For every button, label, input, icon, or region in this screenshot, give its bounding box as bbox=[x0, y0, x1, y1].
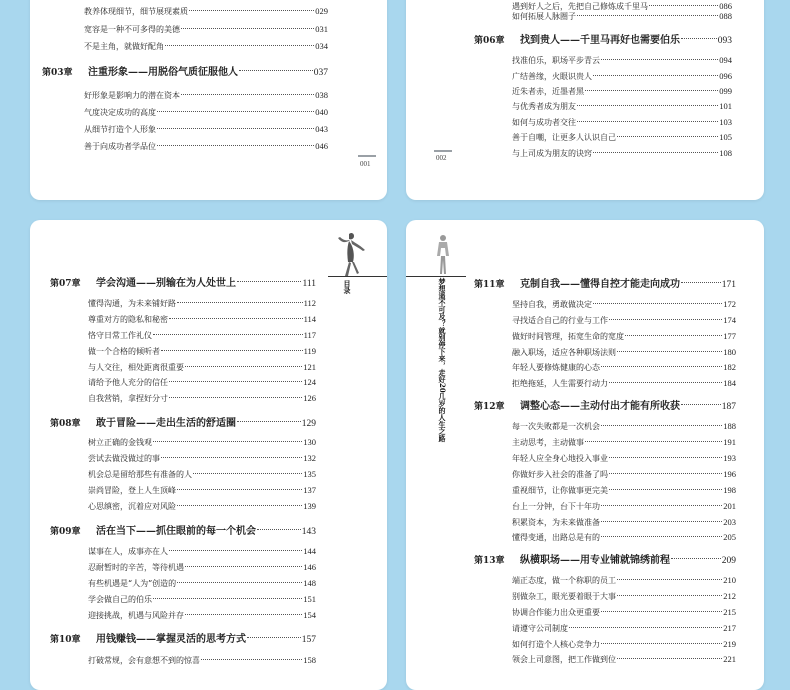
toc-page-2 bbox=[406, 0, 764, 200]
standing-figure-illustration bbox=[430, 234, 456, 276]
dot-leader bbox=[161, 457, 302, 458]
toc-item-title: 迎接挑战，机遇与风险并存 bbox=[88, 611, 184, 620]
dot-leader bbox=[585, 90, 718, 91]
toc-item-title: 与人交往，相处距离很重要 bbox=[88, 363, 184, 372]
dot-leader bbox=[577, 15, 718, 16]
dot-leader bbox=[681, 404, 721, 405]
toc-item[interactable] bbox=[88, 544, 316, 558]
toc-item-page: 205 bbox=[723, 532, 736, 542]
chapter-number: 第13章 bbox=[474, 556, 505, 566]
dot-leader bbox=[239, 70, 313, 71]
toc-chapter[interactable] bbox=[50, 632, 316, 648]
dot-leader bbox=[177, 582, 302, 583]
dot-leader bbox=[157, 145, 314, 146]
dot-leader bbox=[617, 351, 722, 352]
toc-item-title: 主动思考，主动做事 bbox=[512, 438, 584, 447]
chapter-title: 用钱赚钱——掌握灵活的思考方式 bbox=[96, 634, 246, 645]
page-number-bar bbox=[434, 150, 452, 152]
toc-item[interactable] bbox=[512, 435, 736, 449]
dot-leader bbox=[153, 334, 303, 335]
toc-item[interactable] bbox=[84, 122, 328, 136]
dot-leader bbox=[649, 5, 718, 6]
toc-item-page: 108 bbox=[719, 148, 732, 158]
toc-item[interactable] bbox=[88, 608, 316, 622]
toc-item-page: 086 bbox=[719, 1, 732, 11]
toc-item-title: 年轻人应全身心地投入事业 bbox=[512, 454, 608, 463]
toc-item-title: 如何与成功者交往 bbox=[512, 118, 576, 127]
chapter-page: 157 bbox=[301, 635, 316, 645]
chapter-number: 第08章 bbox=[50, 419, 81, 429]
toc-page-4 bbox=[406, 220, 764, 690]
toc-item-page: 094 bbox=[719, 55, 732, 65]
toc-item-page: 043 bbox=[315, 124, 328, 134]
chapter-title: 找到贵人——千里马再好也需要伯乐 bbox=[520, 35, 680, 46]
toc-item[interactable] bbox=[512, 69, 732, 83]
dot-leader bbox=[601, 505, 722, 506]
toc-item-title: 心思缜密，沉着应对风险 bbox=[88, 502, 176, 511]
toc-item[interactable] bbox=[88, 592, 316, 606]
dot-leader bbox=[609, 382, 722, 383]
chapter-number: 第10章 bbox=[50, 635, 81, 645]
toc-item[interactable] bbox=[512, 84, 732, 98]
toc-item-title: 学会做自己的伯乐 bbox=[88, 595, 152, 604]
toc-item-title: 别做杂工，眼光要着眼于大事 bbox=[512, 592, 616, 601]
toc-item-page: 182 bbox=[723, 362, 736, 372]
toc-item-page: 029 bbox=[315, 6, 328, 16]
chapter-number: 第09章 bbox=[50, 527, 81, 537]
chapter-title: 克制自我——懂得自控才能走向成功 bbox=[520, 279, 680, 290]
chapter-page: 129 bbox=[301, 419, 316, 429]
toc-item[interactable] bbox=[88, 653, 316, 667]
dot-leader bbox=[617, 595, 722, 596]
toc-item-page: 172 bbox=[723, 299, 736, 309]
toc-item-title: 不是主角，就做好配角 bbox=[84, 42, 164, 51]
toc-item-page: 040 bbox=[315, 107, 328, 117]
toc-item[interactable] bbox=[512, 515, 736, 529]
toc-item[interactable] bbox=[512, 573, 736, 587]
dot-leader bbox=[157, 128, 314, 129]
toc-page-1 bbox=[30, 0, 387, 200]
dot-leader bbox=[237, 281, 301, 282]
toc-item-title: 请遵守公司制度 bbox=[512, 624, 568, 633]
chapter-number: 第06章 bbox=[474, 36, 505, 46]
toc-item[interactable] bbox=[88, 375, 316, 389]
dot-leader bbox=[593, 152, 718, 153]
toc-item[interactable] bbox=[88, 499, 316, 513]
toc-item[interactable] bbox=[88, 312, 316, 326]
chapter-number: 第12章 bbox=[474, 402, 505, 412]
toc-item[interactable] bbox=[512, 467, 736, 481]
toc-item-page: 198 bbox=[723, 485, 736, 495]
toc-item-title: 端正态度，做一个称职的员工 bbox=[512, 576, 616, 585]
dot-leader bbox=[601, 536, 722, 537]
toc-item[interactable] bbox=[512, 637, 736, 651]
divider-line bbox=[328, 276, 387, 277]
toc-item-page: 158 bbox=[303, 655, 316, 665]
toc-item-title: 拒绝拖延，人生需要行动力 bbox=[512, 379, 608, 388]
toc-item-page: 210 bbox=[723, 575, 736, 585]
toc-item[interactable] bbox=[88, 483, 316, 497]
toc-item-title: 从细节打造个人形象 bbox=[84, 125, 156, 134]
dot-leader bbox=[577, 105, 718, 106]
toc-page-3 bbox=[30, 220, 387, 690]
toc-item-page: 103 bbox=[719, 117, 732, 127]
toc-item-page: 146 bbox=[303, 562, 316, 572]
dot-leader bbox=[165, 45, 314, 46]
chapter-title: 活在当下——抓住眼前的每一个机会 bbox=[96, 526, 256, 537]
dot-leader bbox=[247, 637, 301, 638]
toc-item[interactable] bbox=[84, 22, 328, 36]
toc-item[interactable] bbox=[512, 483, 736, 497]
chapter-number: 第11章 bbox=[474, 280, 505, 290]
toc-item-page: 144 bbox=[303, 546, 316, 556]
toc-item[interactable] bbox=[88, 296, 316, 310]
chapter-title: 学会沟通——别输在为人处世上 bbox=[96, 278, 236, 289]
toc-item-title: 坚持自我，勇敢做决定 bbox=[512, 300, 592, 309]
chapter-page: 093 bbox=[717, 36, 732, 46]
toc-item-page: 114 bbox=[303, 314, 316, 324]
toc-item-title: 做一个合格的倾听者 bbox=[88, 347, 160, 356]
toc-item[interactable] bbox=[88, 467, 316, 481]
toc-item[interactable] bbox=[88, 560, 316, 574]
chapter-page: 111 bbox=[302, 279, 316, 289]
toc-item-page: 217 bbox=[723, 623, 736, 633]
toc-item[interactable] bbox=[512, 9, 732, 23]
toc-item-page: 101 bbox=[719, 101, 732, 111]
toc-item-title: 近朱者赤，近墨者黑 bbox=[512, 87, 584, 96]
dot-leader bbox=[617, 136, 718, 137]
toc-item[interactable] bbox=[512, 329, 736, 343]
side-label: 梦想遥不可及？就别停下来，走好20几岁的人生之路 bbox=[438, 278, 447, 442]
dot-leader bbox=[609, 489, 722, 490]
dot-leader bbox=[577, 121, 718, 122]
toc-item-title: 机会总是留给那些有准备的人 bbox=[88, 470, 192, 479]
divider-line bbox=[406, 276, 466, 277]
toc-item[interactable] bbox=[88, 360, 316, 374]
toc-item-page: 203 bbox=[723, 517, 736, 527]
toc-item[interactable] bbox=[512, 115, 732, 129]
toc-chapter[interactable] bbox=[474, 399, 736, 415]
toc-item[interactable] bbox=[88, 328, 316, 342]
side-label: 目录 bbox=[343, 280, 352, 294]
toc-item-page: 137 bbox=[303, 485, 316, 495]
toc-item-page: 105 bbox=[719, 132, 732, 142]
chapter-title: 敢于冒险——走出生活的舒适圈 bbox=[96, 418, 236, 429]
toc-item-page: 099 bbox=[719, 86, 732, 96]
toc-item-page: 221 bbox=[723, 654, 736, 664]
toc-item-page: 215 bbox=[723, 607, 736, 617]
toc-item[interactable] bbox=[512, 53, 732, 67]
toc-item-title: 自我营销，拿捏好分寸 bbox=[88, 394, 168, 403]
toc-chapter[interactable] bbox=[42, 65, 328, 81]
toc-item-title: 协调合作能力出众更重要 bbox=[512, 608, 600, 617]
toc-item[interactable] bbox=[512, 652, 736, 666]
toc-item[interactable] bbox=[512, 99, 732, 113]
toc-chapter[interactable] bbox=[474, 553, 736, 569]
toc-item-page: 201 bbox=[723, 501, 736, 511]
dot-leader bbox=[161, 350, 303, 351]
toc-item-title: 融入职场，适应各种职场法则 bbox=[512, 348, 616, 357]
dot-leader bbox=[169, 550, 302, 551]
toc-item[interactable] bbox=[512, 530, 736, 544]
toc-item[interactable] bbox=[512, 451, 736, 465]
toc-item-page: 193 bbox=[723, 453, 736, 463]
toc-chapter[interactable] bbox=[474, 33, 732, 49]
toc-item-page: 188 bbox=[723, 421, 736, 431]
dot-leader bbox=[609, 473, 722, 474]
toc-item[interactable] bbox=[88, 344, 316, 358]
toc-item-title: 寻找适合自己的行业与工作 bbox=[512, 316, 608, 325]
toc-item-title: 善于向成功者学品位 bbox=[84, 142, 156, 151]
dot-leader bbox=[201, 659, 302, 660]
dot-leader bbox=[617, 579, 722, 580]
toc-item-title: 宽容是一种不可多得的美德 bbox=[84, 25, 180, 34]
toc-item-title: 尝试去做没做过的事 bbox=[88, 454, 160, 463]
dot-leader bbox=[681, 282, 721, 283]
chapter-page: 187 bbox=[721, 402, 736, 412]
dot-leader bbox=[181, 28, 314, 29]
toc-item-page: 212 bbox=[723, 591, 736, 601]
toc-item[interactable] bbox=[512, 376, 736, 390]
dot-leader bbox=[601, 611, 722, 612]
dot-leader bbox=[177, 505, 302, 506]
toc-item[interactable] bbox=[512, 345, 736, 359]
toc-item-title: 广结善缘，火眼识贵人 bbox=[512, 72, 592, 81]
chapter-page: 037 bbox=[313, 68, 328, 78]
toc-item-title: 好形象是影响力的潜在资本 bbox=[84, 91, 180, 100]
toc-item-page: 180 bbox=[723, 347, 736, 357]
toc-item[interactable] bbox=[512, 605, 736, 619]
chapter-page: 143 bbox=[301, 527, 316, 537]
page-number-bar bbox=[358, 155, 376, 157]
toc-item[interactable] bbox=[512, 419, 736, 433]
toc-item-page: 191 bbox=[723, 437, 736, 447]
toc-item-title: 与优秀者成为朋友 bbox=[512, 102, 576, 111]
toc-item[interactable] bbox=[84, 88, 328, 102]
toc-item-title: 请给予他人充分的信任 bbox=[88, 378, 168, 387]
toc-item-page: 121 bbox=[303, 362, 316, 372]
toc-item-page: 112 bbox=[303, 298, 316, 308]
chapter-page: 209 bbox=[721, 556, 736, 566]
toc-item-page: 088 bbox=[719, 11, 732, 21]
dot-leader bbox=[185, 366, 302, 367]
toc-item-page: 184 bbox=[723, 378, 736, 388]
dot-leader bbox=[169, 318, 303, 319]
toc-item-page: 196 bbox=[723, 469, 736, 479]
toc-item-page: 148 bbox=[303, 578, 316, 588]
dot-leader bbox=[609, 457, 722, 458]
toc-item[interactable] bbox=[512, 589, 736, 603]
dot-leader bbox=[681, 38, 717, 39]
toc-item-title: 如何打造个人核心竞争力 bbox=[512, 640, 600, 649]
dot-leader bbox=[617, 658, 722, 659]
toc-item-title: 恪守日常工作礼仪 bbox=[88, 331, 152, 340]
toc-item-title: 找准伯乐，职场平步青云 bbox=[512, 56, 600, 65]
toc-item-page: 119 bbox=[303, 346, 316, 356]
toc-item-page: 219 bbox=[723, 639, 736, 649]
toc-item-title: 做好时间管理，拓宽生命的宽度 bbox=[512, 332, 624, 341]
toc-item[interactable] bbox=[512, 360, 736, 374]
chapter-number: 第07章 bbox=[50, 279, 81, 289]
toc-chapter[interactable] bbox=[474, 277, 736, 293]
toc-item-title: 每一次失败都是一次机会 bbox=[512, 422, 600, 431]
dot-leader bbox=[601, 366, 722, 367]
dot-leader bbox=[609, 319, 722, 320]
dot-leader bbox=[177, 302, 303, 303]
dot-leader bbox=[569, 627, 722, 628]
toc-item-title: 年轻人要修炼健康的心态 bbox=[512, 363, 600, 372]
dot-leader bbox=[185, 566, 302, 567]
toc-item[interactable] bbox=[88, 451, 316, 465]
toc-item-title: 谋事在人，成事亦在人 bbox=[88, 547, 168, 556]
toc-item-title: 台上一分钟，台下十年功 bbox=[512, 502, 600, 511]
dot-leader bbox=[593, 75, 718, 76]
toc-item-title: 领会上司意图，把工作做到位 bbox=[512, 655, 616, 664]
toc-item-title: 如何拓展人脉圈子 bbox=[512, 12, 576, 21]
toc-item-page: 038 bbox=[315, 90, 328, 100]
dot-leader bbox=[601, 425, 722, 426]
chapter-page: 171 bbox=[721, 280, 736, 290]
chapter-title: 纵横职场——用专业铺就锦绣前程 bbox=[520, 555, 670, 566]
toc-item[interactable] bbox=[88, 435, 316, 449]
toc-item-page: 154 bbox=[303, 610, 316, 620]
dot-leader bbox=[671, 558, 721, 559]
dot-leader bbox=[169, 381, 302, 382]
chapter-title: 注重形象——用脱俗气质征服他人 bbox=[88, 67, 238, 78]
dot-leader bbox=[153, 441, 302, 442]
toc-item-title: 尊重对方的隐私和秘密 bbox=[88, 315, 168, 324]
page-number: 002 bbox=[436, 154, 447, 162]
page-number: 001 bbox=[360, 160, 371, 168]
toc-item-title: 善于自嘲，让更多人认识自己 bbox=[512, 133, 616, 142]
toc-item-page: 034 bbox=[315, 41, 328, 51]
toc-item-page: 139 bbox=[303, 501, 316, 511]
toc-item[interactable] bbox=[84, 39, 328, 53]
chapter-title: 调整心态——主动付出才能有所收获 bbox=[520, 401, 680, 412]
dancer-figure-illustration bbox=[335, 232, 369, 278]
dot-leader bbox=[189, 10, 314, 11]
toc-item[interactable] bbox=[84, 105, 328, 119]
toc-chapter[interactable] bbox=[50, 416, 316, 432]
dot-leader bbox=[169, 397, 302, 398]
dot-leader bbox=[585, 441, 722, 442]
toc-item-title: 积累资本，为未来做准备 bbox=[512, 518, 600, 527]
toc-item-page: 177 bbox=[723, 331, 736, 341]
dot-leader bbox=[181, 94, 314, 95]
dot-leader bbox=[153, 598, 302, 599]
toc-item-page: 124 bbox=[303, 377, 316, 387]
toc-item-title: 懂得沟通，为未来铺好路 bbox=[88, 299, 176, 308]
dot-leader bbox=[625, 335, 722, 336]
toc-item-title: 打破常规，会有意想不到的惊喜 bbox=[88, 656, 200, 665]
dot-leader bbox=[193, 473, 302, 474]
toc-item-title: 教养体现细节，细节展现素质 bbox=[84, 7, 188, 16]
toc-item-page: 126 bbox=[303, 393, 316, 403]
dot-leader bbox=[177, 489, 302, 490]
toc-item[interactable] bbox=[512, 621, 736, 635]
toc-item[interactable] bbox=[512, 130, 732, 144]
toc-item-page: 096 bbox=[719, 71, 732, 81]
dot-leader bbox=[185, 614, 302, 615]
toc-item-title: 忍耐暂时的辛苦，等待机遇 bbox=[88, 563, 184, 572]
toc-item-page: 130 bbox=[303, 437, 316, 447]
toc-chapter[interactable] bbox=[50, 276, 316, 292]
toc-item-title: 与上司成为朋友的诀窍 bbox=[512, 149, 592, 158]
dot-leader bbox=[601, 521, 722, 522]
toc-item-title: 你做好步入社会的准备了吗 bbox=[512, 470, 608, 479]
toc-item-page: 174 bbox=[723, 315, 736, 325]
toc-item-title: 树立正确的金钱观 bbox=[88, 438, 152, 447]
chapter-number: 第03章 bbox=[42, 68, 73, 78]
toc-item-page: 117 bbox=[303, 330, 316, 340]
toc-item-page: 135 bbox=[303, 469, 316, 479]
toc-item[interactable] bbox=[512, 499, 736, 513]
dot-leader bbox=[601, 643, 722, 644]
toc-item-title: 崇尚冒险，登上人生顶峰 bbox=[88, 486, 176, 495]
toc-chapter[interactable] bbox=[50, 524, 316, 540]
toc-item[interactable] bbox=[88, 391, 316, 405]
toc-item-page: 151 bbox=[303, 594, 316, 604]
dot-leader bbox=[593, 303, 722, 304]
toc-item-title: 有些机遇是“人为”创造的 bbox=[88, 579, 177, 588]
dot-leader bbox=[257, 529, 301, 530]
toc-item[interactable] bbox=[84, 139, 328, 153]
toc-item[interactable] bbox=[88, 576, 316, 590]
dot-leader bbox=[157, 111, 314, 112]
toc-item-title: 重视细节，让你做事更完美 bbox=[512, 486, 608, 495]
dot-leader bbox=[237, 421, 301, 422]
toc-item-page: 031 bbox=[315, 24, 328, 34]
toc-item-title: 气度决定成功的高度 bbox=[84, 108, 156, 117]
toc-item[interactable] bbox=[512, 313, 736, 327]
toc-item[interactable] bbox=[84, 4, 328, 18]
toc-item-title: 懂得变通，出路总是有的 bbox=[512, 533, 600, 542]
toc-item[interactable] bbox=[512, 146, 732, 160]
toc-item[interactable] bbox=[512, 297, 736, 311]
dot-leader bbox=[601, 59, 718, 60]
toc-item-title: 遇到好人之后，先把自己修炼成千里马 bbox=[512, 2, 648, 11]
toc-item-page: 132 bbox=[303, 453, 316, 463]
toc-item-page: 046 bbox=[315, 141, 328, 151]
